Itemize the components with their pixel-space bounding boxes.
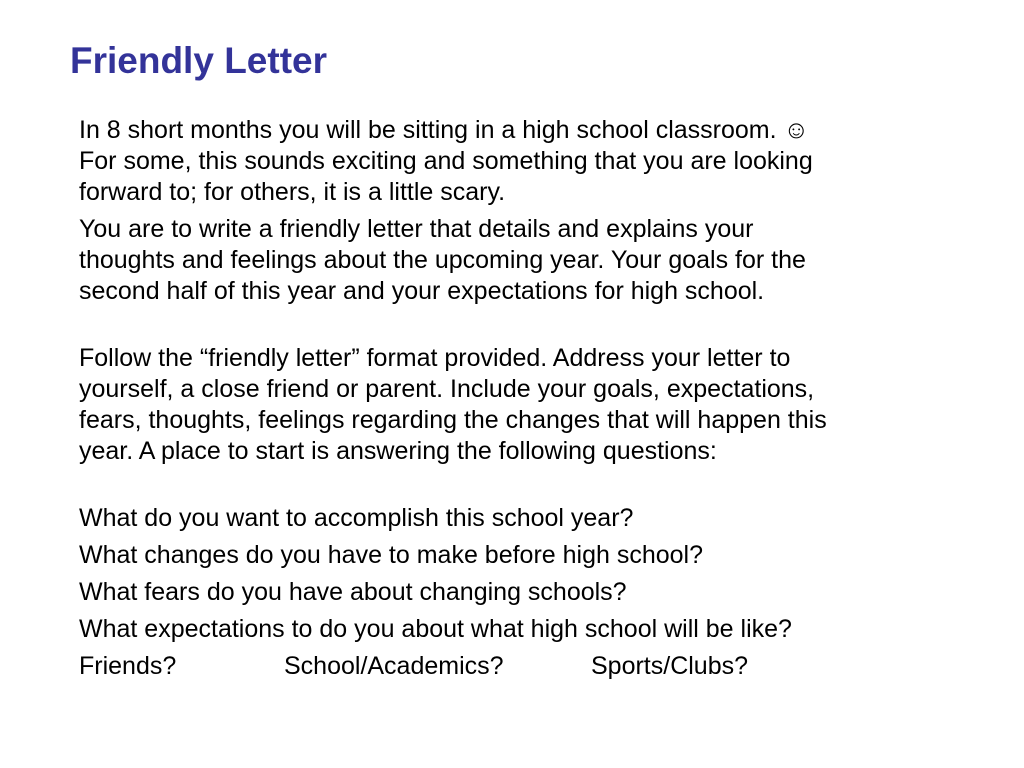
slide-title: Friendly Letter [70,40,327,81]
text-line: year. A place to start is answering the following questions: [79,437,717,465]
text-line: fears, thoughts, feelings regarding the changes that will happen this [79,406,827,434]
text-line: Follow the “friendly letter” format provided. Address your letter to [79,344,791,372]
text-line: thoughts and feelings about the upcoming year. Your goals for the [79,246,806,274]
intro-paragraph [79,115,979,208]
text-line: forward to; for others, it is a little scary. [79,178,506,206]
category-school-academics: School/Academics? [284,652,504,680]
text-line: You are to write a friendly letter that details and explains your [79,215,754,243]
category-friends: Friends? [79,652,177,680]
text-line: yourself, a close friend or parent. Include your goals, expectations, [79,375,815,403]
category-row [79,651,979,682]
question-item: What fears do you have about changing schools? [79,578,627,606]
text-line: second half of this year and your expectations for high school. [79,277,765,305]
question-item: What expectations to do you about what high school will be like? [79,615,792,643]
question-item: What changes do you have to make before high school? [79,541,704,569]
format-paragraph [79,343,979,467]
question-list [79,503,979,682]
text-line: In 8 short months you will be sitting in a high school classroom. ☺ [79,116,810,144]
question-item: What do you want to accomplish this school year? [79,504,634,532]
text-line: For some, this sounds exciting and something that you are looking [79,147,813,175]
slide-body [79,115,979,682]
assignment-paragraph [79,214,979,307]
category-sports-clubs: Sports/Clubs? [591,652,749,680]
